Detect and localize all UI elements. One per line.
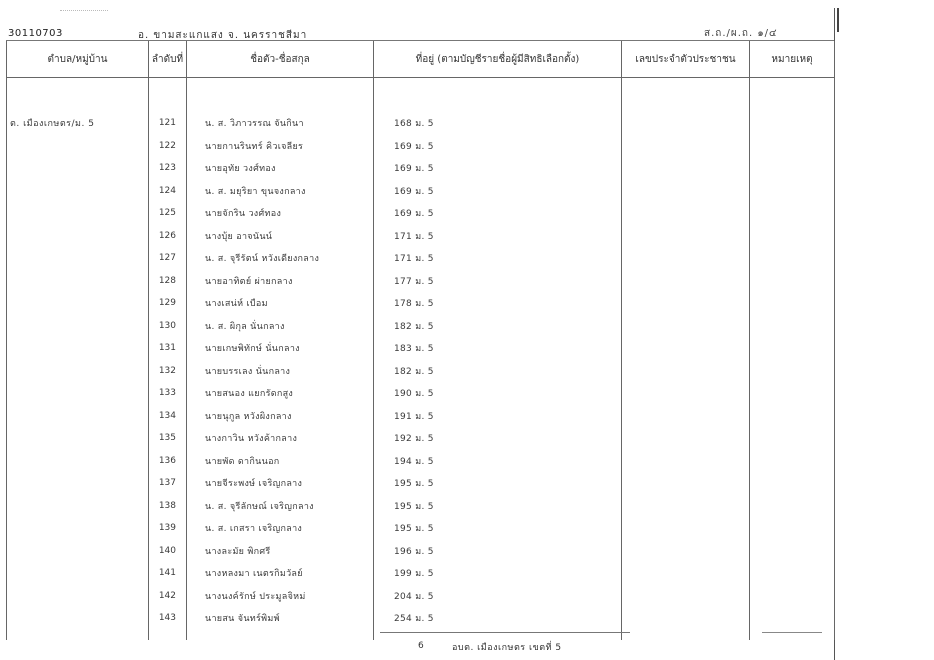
table-row xyxy=(7,405,835,428)
cell-id-number xyxy=(622,247,750,270)
spacer-row xyxy=(7,78,835,113)
cell-address: 194 ม. 5 xyxy=(374,450,622,473)
table-row xyxy=(7,495,835,518)
cell-village xyxy=(7,472,149,495)
cell-village xyxy=(7,247,149,270)
cell-village xyxy=(7,405,149,428)
filler-cell xyxy=(149,630,187,640)
cell-village xyxy=(7,450,149,473)
cell-seq: 127 xyxy=(149,247,187,270)
cell-address: 182 ม. 5 xyxy=(374,360,622,383)
table-row xyxy=(7,450,835,473)
table-row xyxy=(7,202,835,225)
document-code: 30110703 xyxy=(8,28,63,39)
cell-village xyxy=(7,157,149,180)
table-row xyxy=(7,382,835,405)
cell-seq: 123 xyxy=(149,157,187,180)
table-row xyxy=(7,607,835,630)
cell-address: 192 ม. 5 xyxy=(374,427,622,450)
cell-name: นางบุ้ย อาจนันน์ xyxy=(187,225,374,248)
cell-village xyxy=(7,180,149,203)
cell-name: นางกาวิน หวังค้ากลาง xyxy=(187,427,374,450)
cell-address: 195 ม. 5 xyxy=(374,517,622,540)
cell-address: 182 ม. 5 xyxy=(374,315,622,338)
cell-address: 183 ม. 5 xyxy=(374,337,622,360)
cell-id-number xyxy=(622,495,750,518)
cell-seq: 138 xyxy=(149,495,187,518)
col-header-id-number: เลขประจำตัวประชาชน xyxy=(622,41,750,78)
district-label: อ. ขามสะแกแสง จ. นครราชสีมา xyxy=(138,30,308,41)
filler-cell xyxy=(374,630,622,640)
table-row xyxy=(7,247,835,270)
cell-village xyxy=(7,270,149,293)
table-row xyxy=(7,157,835,180)
cell-id-number xyxy=(622,157,750,180)
cell-remark xyxy=(750,247,835,270)
table-row xyxy=(7,270,835,293)
cell-id-number xyxy=(622,585,750,608)
cell-village xyxy=(7,427,149,450)
cell-id-number xyxy=(622,202,750,225)
cell-village xyxy=(7,495,149,518)
cell-address: 169 ม. 5 xyxy=(374,180,622,203)
cell-id-number xyxy=(622,292,750,315)
cell-name: นายกานรินทร์ คิวเจลียร xyxy=(187,135,374,158)
cell-name: น. ส. จุรีลักษณ์ เจริญกลาง xyxy=(187,495,374,518)
cell-name: นายพัด ดากินนอก xyxy=(187,450,374,473)
cell-address: 191 ม. 5 xyxy=(374,405,622,428)
cell-name: น. ส. ผิกุล นั่นกลาง xyxy=(187,315,374,338)
cell-remark xyxy=(750,112,835,135)
col-header-village: ตำบล/หมู่บ้าน xyxy=(7,41,149,78)
col-header-remark: หมายเหตุ xyxy=(750,41,835,78)
cell-village xyxy=(7,607,149,630)
scan-mark xyxy=(60,10,108,11)
cell-id-number xyxy=(622,315,750,338)
cell-address: 254 ม. 5 xyxy=(374,607,622,630)
cell-id-number xyxy=(622,562,750,585)
cell-seq: 124 xyxy=(149,180,187,203)
filler-cell xyxy=(750,630,835,640)
cell-seq: 126 xyxy=(149,225,187,248)
cell-seq: 134 xyxy=(149,405,187,428)
col-header-address: ที่อยู่ (ตามบัญชีรายชื่อผู้มีสิทธิเลือกตั้ง) xyxy=(374,41,622,78)
cell-village xyxy=(7,360,149,383)
table-row xyxy=(7,337,835,360)
cell-id-number xyxy=(622,180,750,203)
cell-village xyxy=(7,135,149,158)
cell-remark xyxy=(750,405,835,428)
cell-seq: 142 xyxy=(149,585,187,608)
table-row xyxy=(7,540,835,563)
cell-remark xyxy=(750,450,835,473)
cell-seq: 122 xyxy=(149,135,187,158)
cell-seq: 121 xyxy=(149,112,187,135)
cell-remark xyxy=(750,562,835,585)
cell-remark xyxy=(750,427,835,450)
filler-cell xyxy=(7,630,149,640)
cell-seq: 125 xyxy=(149,202,187,225)
table-row xyxy=(7,225,835,248)
footer-rule xyxy=(380,632,630,633)
cell-address: 204 ม. 5 xyxy=(374,585,622,608)
cell-seq: 139 xyxy=(149,517,187,540)
cell-id-number xyxy=(622,270,750,293)
cell-address: 190 ม. 5 xyxy=(374,382,622,405)
cell-name: นายจักริน วงศ์ทอง xyxy=(187,202,374,225)
table-row xyxy=(7,472,835,495)
cell-seq: 130 xyxy=(149,315,187,338)
filler-cell xyxy=(622,630,750,640)
cell-village xyxy=(7,517,149,540)
cell-remark xyxy=(750,540,835,563)
table-header-row xyxy=(7,41,835,78)
cell-address: 195 ม. 5 xyxy=(374,495,622,518)
footer-page-number: 6 xyxy=(418,641,424,651)
filler-cell xyxy=(187,630,374,640)
cell-address: 171 ม. 5 xyxy=(374,225,622,248)
cell-seq: 129 xyxy=(149,292,187,315)
cell-village xyxy=(7,540,149,563)
table-row xyxy=(7,135,835,158)
cell-village xyxy=(7,562,149,585)
cell-village xyxy=(7,382,149,405)
cell-name: นายเกษพิทักษ์ นั่นกลาง xyxy=(187,337,374,360)
cell-id-number xyxy=(622,135,750,158)
cell-remark xyxy=(750,495,835,518)
table-row xyxy=(7,360,835,383)
cell-seq: 135 xyxy=(149,427,187,450)
cell-name: น. ส. เกสรา เจริญกลาง xyxy=(187,517,374,540)
cell-remark xyxy=(750,382,835,405)
cell-village: ต. เมืองเกษตร/ม. 5 xyxy=(7,112,149,135)
footer-unit-label: อบต. เมืองเกษตร เขตที่ 5 xyxy=(452,643,562,653)
cell-village xyxy=(7,225,149,248)
cell-remark xyxy=(750,292,835,315)
cell-remark xyxy=(750,202,835,225)
cell-address: 195 ม. 5 xyxy=(374,472,622,495)
cell-name: นายอุทัย วงศ์ทอง xyxy=(187,157,374,180)
cell-name: นายสน จันทร์พิมพ์ xyxy=(187,607,374,630)
cell-remark xyxy=(750,607,835,630)
col-header-seq: ลำดับที่ xyxy=(149,41,187,78)
cell-remark xyxy=(750,135,835,158)
cell-seq: 137 xyxy=(149,472,187,495)
cell-name: นางเสน่ห์ เบือม xyxy=(187,292,374,315)
cell-name: นางละมัย พิกศรี xyxy=(187,540,374,563)
voter-register-table xyxy=(6,41,835,640)
cell-address: 196 ม. 5 xyxy=(374,540,622,563)
cell-id-number xyxy=(622,540,750,563)
cell-name: นายอาทิตย์ ผ่ายกลาง xyxy=(187,270,374,293)
cell-name: นายจีระพงษ์ เจริญกลาง xyxy=(187,472,374,495)
cell-seq: 132 xyxy=(149,360,187,383)
cell-name: น. ส. มยุริยา ขุนจงกลาง xyxy=(187,180,374,203)
cell-remark xyxy=(750,360,835,383)
cell-seq: 143 xyxy=(149,607,187,630)
filler-row xyxy=(7,630,835,640)
cell-village xyxy=(7,315,149,338)
cell-village xyxy=(7,337,149,360)
cell-remark xyxy=(750,517,835,540)
cell-seq: 133 xyxy=(149,382,187,405)
cell-id-number xyxy=(622,427,750,450)
page-edge-mark xyxy=(837,8,839,32)
table-row xyxy=(7,292,835,315)
cell-remark xyxy=(750,585,835,608)
cell-id-number xyxy=(622,382,750,405)
cell-seq: 128 xyxy=(149,270,187,293)
cell-address: 177 ม. 5 xyxy=(374,270,622,293)
cell-seq: 141 xyxy=(149,562,187,585)
cell-remark xyxy=(750,472,835,495)
cell-name: นายบรรเลง นั่นกลาง xyxy=(187,360,374,383)
cell-id-number xyxy=(622,360,750,383)
cell-id-number xyxy=(622,517,750,540)
cell-remark xyxy=(750,157,835,180)
cell-address: 168 ม. 5 xyxy=(374,112,622,135)
cell-address: 169 ม. 5 xyxy=(374,157,622,180)
cell-village xyxy=(7,585,149,608)
cell-address: 199 ม. 5 xyxy=(374,562,622,585)
table-row xyxy=(7,517,835,540)
cell-address: 171 ม. 5 xyxy=(374,247,622,270)
cell-name: นางหลงมา เนตรกิมวัลย์ xyxy=(187,562,374,585)
table-row xyxy=(7,585,835,608)
cell-name: น. ส. จุรีรัตน์ หวังเดียงกลาง xyxy=(187,247,374,270)
cell-remark xyxy=(750,270,835,293)
cell-remark xyxy=(750,337,835,360)
cell-remark xyxy=(750,225,835,248)
cell-village xyxy=(7,202,149,225)
cell-seq: 131 xyxy=(149,337,187,360)
cell-id-number xyxy=(622,450,750,473)
cell-remark xyxy=(750,315,835,338)
col-header-name: ชื่อตัว-ชื่อสกุล xyxy=(187,41,374,78)
cell-id-number xyxy=(622,607,750,630)
cell-address: 169 ม. 5 xyxy=(374,135,622,158)
cell-remark xyxy=(750,180,835,203)
table-row xyxy=(7,180,835,203)
cell-seq: 140 xyxy=(149,540,187,563)
cell-name: นายนุกูล หวังผิงกลาง xyxy=(187,405,374,428)
cell-id-number xyxy=(622,472,750,495)
cell-id-number xyxy=(622,337,750,360)
cell-address: 169 ม. 5 xyxy=(374,202,622,225)
form-reference: ส.ถ./ผ.ถ. ๑/๔ xyxy=(704,28,778,39)
table-row xyxy=(7,315,835,338)
cell-id-number xyxy=(622,112,750,135)
cell-id-number xyxy=(622,405,750,428)
cell-name: นายสนอง แยกรัดกสูง xyxy=(187,382,374,405)
table-row xyxy=(7,112,835,135)
table-row xyxy=(7,562,835,585)
footer-rule-right xyxy=(762,632,822,633)
cell-village xyxy=(7,292,149,315)
cell-name: น. ส. วิภาวรรณ จันกินา xyxy=(187,112,374,135)
table-row xyxy=(7,427,835,450)
cell-seq: 136 xyxy=(149,450,187,473)
cell-id-number xyxy=(622,225,750,248)
cell-address: 178 ม. 5 xyxy=(374,292,622,315)
cell-name: นางนงค์รักษ์ ประมูลจิหม่ xyxy=(187,585,374,608)
